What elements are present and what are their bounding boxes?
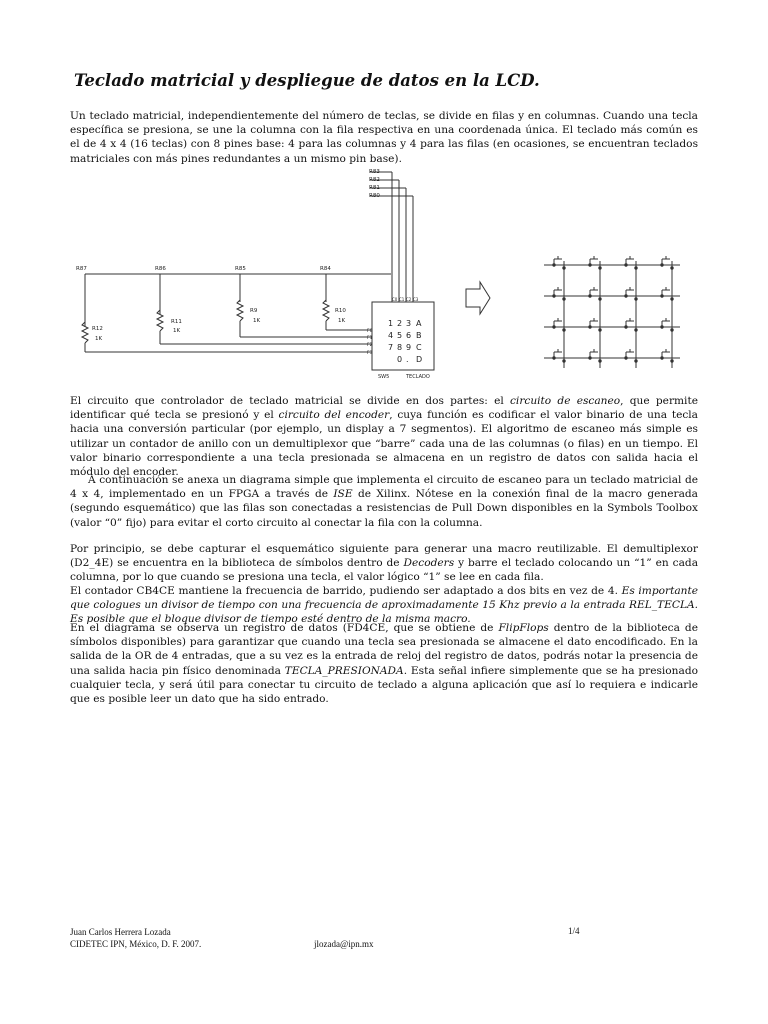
junction-dot: [553, 326, 555, 328]
junction-dot: [599, 329, 601, 331]
counter-paragraph: El contador CB4CE mantiene la frecuencia de barrido, pudiendo ser adaptado a dos bits en vez de 4. Es importante que cologues un divisor de tiempo con una frecuencia de aproximadamente 15 Khz previo a la entrada REL_TECLA. Es posible que el bloque divisor de tiempo esté dentro de la misma macro.: [70, 585, 698, 626]
resistor-value: 1K: [173, 328, 181, 334]
key: 6: [406, 331, 412, 340]
intro-paragraph: Un teclado matricial, independientemente del número de teclas, se divide en filas y en columnas. Cuando una tecla específica se presiona, se une la columna con la fila respectiva en una coordenada única. El teclado más común es el de 4 x 4 (16 teclas) con 8 pines base: 4 para las columnas y 4 para las filas (en ocasiones, se encuentran teclados matriciales con más pines redundantes a un mismo pin base).: [70, 110, 698, 165]
keypad-schematic-figure: [0, 162, 768, 392]
junction-dot: [589, 295, 591, 297]
macro-paragraph: Por principio, se debe capturar el esquemático siguiente para generar una macro reutilizable. El demultiplexor (D2_4E) se encuentra en la biblioteca de símbolos dentro de Decoders y barre el teclado colocando un “1” en cada columna, por lo que cuando se presiona una tecla, el valor lógico “1” se lee en cada fila.: [70, 543, 699, 584]
key: 8: [397, 343, 403, 352]
junction-dot: [599, 298, 601, 300]
pin-label: R80: [369, 193, 380, 199]
junction-dot: [661, 264, 663, 266]
keypad-matrix-grid: [544, 256, 680, 368]
key: 7: [388, 343, 394, 352]
junction-dot: [553, 357, 555, 359]
resistor-value: 1K: [338, 318, 346, 324]
junction-dot: [661, 326, 663, 328]
junction-dot: [563, 360, 565, 362]
junction-dot: [635, 329, 637, 331]
junction-dot: [589, 357, 591, 359]
junction-dot: [635, 267, 637, 269]
key: B: [416, 331, 422, 340]
row-pin: F0: [367, 329, 373, 334]
key: 1: [388, 319, 394, 328]
resistor-name: R12: [92, 326, 103, 332]
key: D: [416, 355, 423, 364]
junction-dot: [563, 329, 565, 331]
top-pin-lines: [370, 172, 413, 302]
junction-dot: [671, 267, 673, 269]
pin-label: R83: [369, 169, 380, 175]
key: 0: [397, 355, 403, 364]
junction-dot: [625, 264, 627, 266]
junction-dot: [661, 295, 663, 297]
junction-dot: [563, 267, 565, 269]
junction-dot: [635, 298, 637, 300]
key: 3: [406, 319, 412, 328]
diagram-intro-paragraph: A continuación se anexa un diagrama simple que implementa el circuito de escaneo para un teclado matricial de 4 x 4, implementado en un FPGA a través de ISE de Xilinx. Nótese en la conexión final de la macro generada (segundo esquemático) que las filas son conectadas a resistencias de Pull Down disponibles en la Symbols Toolbox (valor “0” fijo) para evitar el corto circuito al conectar la fila con la columna.: [70, 474, 698, 529]
junction-dot: [625, 326, 627, 328]
footer-affiliation: CIDETEC IPN, México, D. F. 2007.: [70, 939, 202, 949]
junction-dot: [599, 267, 601, 269]
junction-dot: [563, 298, 565, 300]
resistor-name: R9: [250, 308, 258, 314]
page-title: Teclado matricial y despliegue de datos en la LCD.: [74, 71, 540, 90]
row-pin: F2: [367, 343, 373, 348]
keypad-pin: C0: [392, 297, 398, 302]
pullup-label: R84: [320, 266, 331, 272]
keypad-label: TECLADO: [406, 374, 430, 380]
key: 9: [406, 343, 412, 352]
pin-label: R82: [369, 177, 380, 183]
key: .: [406, 355, 409, 364]
junction-dot: [671, 329, 673, 331]
key: 2: [397, 319, 403, 328]
key: C: [416, 343, 422, 352]
pullup-label: R87: [76, 266, 87, 272]
junction-dot: [671, 298, 673, 300]
pullup-label: R85: [235, 266, 246, 272]
resistor-value: 1K: [253, 318, 261, 324]
junction-dot: [599, 360, 601, 362]
junction-dot: [589, 264, 591, 266]
keypad-pin: C2: [406, 297, 412, 302]
switch-label: SW5: [378, 374, 390, 380]
footer-email[interactable]: jlozada@ipn.mx: [314, 939, 374, 949]
keypad-pin: C3: [413, 297, 419, 302]
junction-dot: [625, 357, 627, 359]
pin-label: R81: [369, 185, 380, 191]
resistor-name: R11: [171, 319, 182, 325]
junction-dot: [671, 360, 673, 362]
key: 5: [397, 331, 403, 340]
key: 4: [388, 331, 394, 340]
footer-author: Juan Carlos Herrera Lozada: [70, 927, 171, 937]
junction-dot: [625, 295, 627, 297]
junction-dot: [553, 264, 555, 266]
key: A: [416, 319, 422, 328]
junction-dot: [635, 360, 637, 362]
junction-dot: [553, 295, 555, 297]
resistor-name: R10: [335, 308, 346, 314]
junction-dot: [589, 326, 591, 328]
pullup-label: R86: [155, 266, 166, 272]
junction-dot: [661, 357, 663, 359]
row-pin: F1: [367, 336, 373, 341]
resistor-value: 1K: [95, 336, 103, 342]
row-pin: F3: [367, 351, 373, 356]
keypad-pin: C1: [399, 297, 405, 302]
page-number: 1/4: [568, 926, 580, 936]
circuit-description-paragraph: El circuito que controlador de teclado matricial se divide en dos partes: el circuito de escaneo, que permite identificar qué tecla se presionó y el circuito del encoder, cuya función es codificar el valor binario de una tecla hacia una conversión particular (por ejemplo, un display a 7 segmentos). El algoritmo de escaneo más simple es utilizar un contador de anillo con un demultiplexor que “barre” cada una de las columnas (o filas) en un tiempo. El valor binario correspondiente a una tecla presionada se almacena en un registro de datos con salida hacia el módulo del encoder.: [70, 395, 698, 479]
register-paragraph: En el diagrama se observa un registro de datos (FD4CE, que se obtiene de FlipFlops dentro de la biblioteca de símbolos disponibles) para garantizar que cuando una tecla sea presionada se almacene el dato encodificado. En la salida de la OR de 4 entradas, que a su vez es la entrada de reloj del registro de datos, podrás notar la presencia de una salida hacia pin físico denominada TECLA_PRESIONADA. Esta señal infiere simplemente que se ha presionado cualquier tecla, y será útil para conectar tu circuito de teclado a alguna aplicación que así lo requiera e indicarle que es posible leer un dato que ha sido entrado.: [70, 622, 698, 706]
